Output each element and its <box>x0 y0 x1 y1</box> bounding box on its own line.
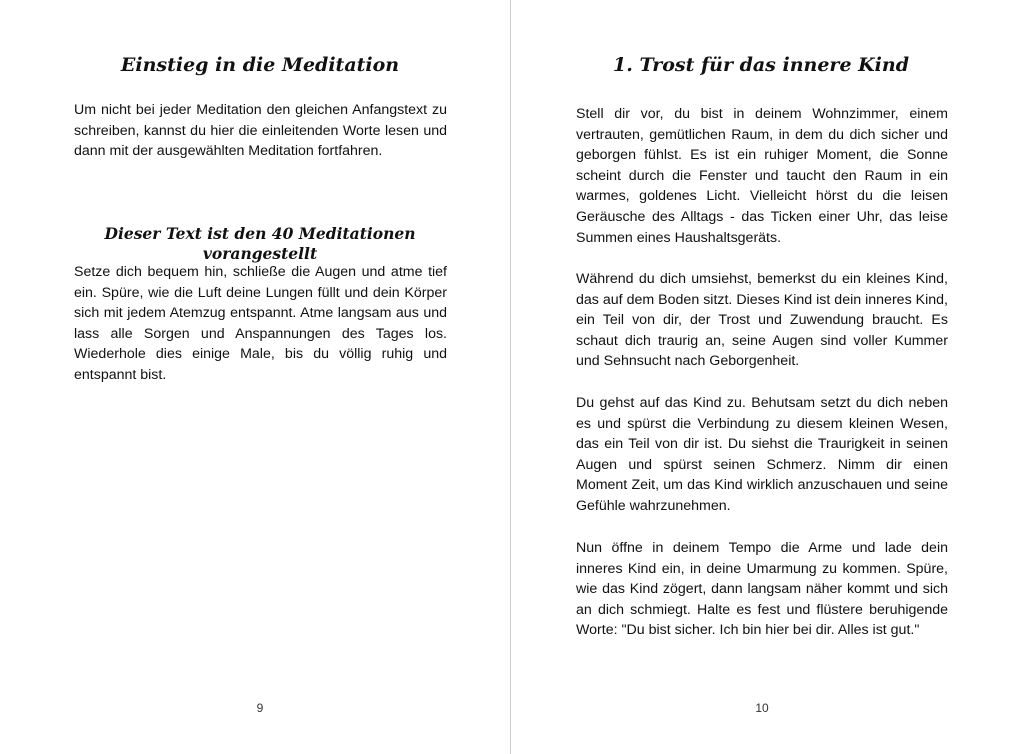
right-page <box>511 0 1020 754</box>
right-page-paragraph: Nun öffne in deinem Tempo die Arme und lade dein inneres Kind ein, in deine Umarmung zu kommen. Spüre, wie das Kind zögert, dann langsam näher kommt und sich an dich schmiegt. Halte es fest und flüstere beruhigende Worte: "Du bist sicher. Ich bin hier bei dir. Alles ist gut." <box>576 540 948 639</box>
left-page-intro-paragraph: Um nicht bei jeder Meditation den gleichen Anfangstext zu schreiben, kannst du hier die einleitenden Worte lesen und dann mit der ausgewählten Meditation fortfahren. <box>74 102 447 160</box>
right-page-paragraph: Du gehst auf das Kind zu. Behutsam setzt du dich neben es und spürst die Verbindung zu diesem kleinen Wesen, das ein Teil von dir ist. Du siehst die Traurigkeit in seinen Augen und spürst seinen Schmerz. Nimm dir einen Moment Zeit, um das Kind wirklich anzuschauen und seine Gefühle wahrzunehmen. <box>576 395 948 514</box>
left-page-subtitle: Dieser Text ist den 40 Meditationen vorangestellt <box>104 224 416 263</box>
right-page-number: 10 <box>755 701 769 715</box>
right-page-paragraph: Stell dir vor, du bist in deinem Wohnzimmer, einem vertrauten, gemütlichen Raum, in dem du dich sicher und geborgen fühlst. Es ist ein ruhiger Moment, die Sonne scheint durch die Fenster und taucht den Raum in ein warmes, goldenes Licht. Vielleicht hörst du die leisen Geräusche des Alltags - das Ticken einer Uhr, das leise Summen eines Haushaltsgeräts. <box>576 106 948 246</box>
left-page-number: 9 <box>256 701 264 715</box>
right-page-paragraph: Während du dich umsiehst, bemerkst du ein kleines Kind, das auf dem Boden sitzt. Dieses Kind ist dein inneres Kind, ein Teil von dir, der Trost und Zuwendung braucht. Es schaut dich traurig an, seine Augen sind voller Kummer und Sehnsucht nach Geborgenheit. <box>576 271 948 370</box>
left-page-title: Einstieg in die Meditation <box>120 54 400 76</box>
right-page-title: 1. Trost für das innere Kind <box>613 54 909 76</box>
left-page-body-paragraph: Setze dich bequem hin, schließe die Augen und atme tief ein. Spüre, wie die Luft deine Lungen füllt und dein Körper sich mit jedem Atemzug entspannt. Atme langsam aus und lass alle Sorgen und Anspannungen des Tages los. Wiederhole dies einige Male, bis du völlig ruhig und entspannt bist. <box>74 264 447 383</box>
